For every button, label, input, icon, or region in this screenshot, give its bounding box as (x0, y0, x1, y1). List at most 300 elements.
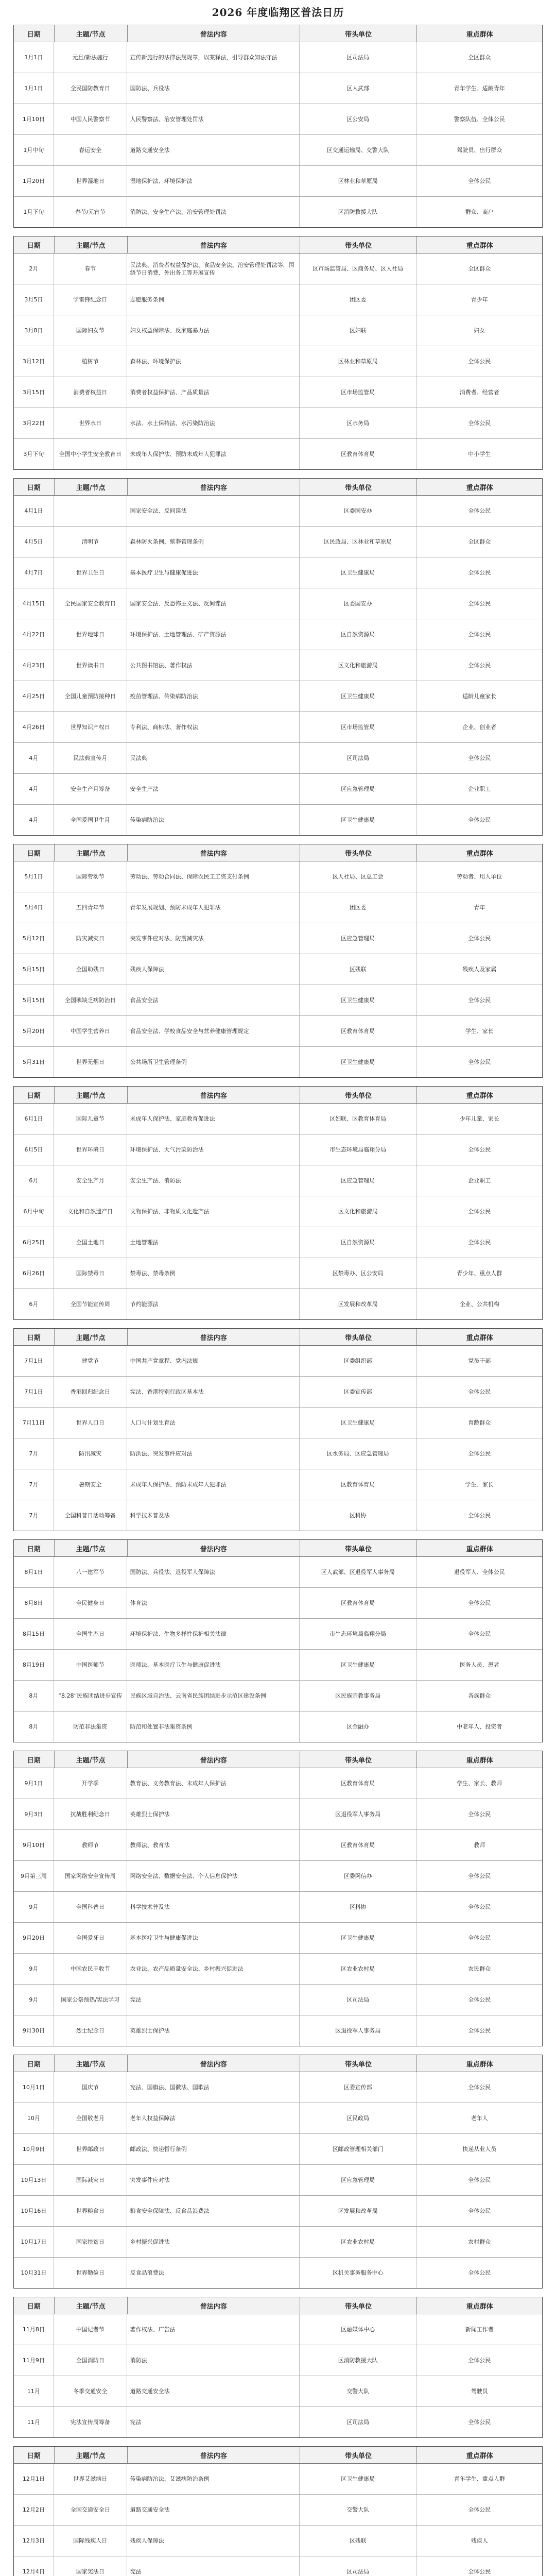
table-row (14, 1134, 542, 1165)
cell-unit: 区委国安办 (300, 496, 417, 526)
cell-content: 安全生产法、消防法 (127, 1165, 300, 1196)
header-date: 日期 (14, 2297, 55, 2314)
table-row (14, 1438, 542, 1469)
cell-group: 全体公民 (468, 817, 491, 823)
cell-content: 道路交通安全法 (127, 135, 300, 165)
cell-content: 国家安全法、反恐怖主义法、反间谍法 (127, 588, 300, 619)
cell-unit: 区残联 (300, 954, 417, 985)
cell-theme: 防范非法集资 (54, 1711, 127, 1742)
table-row (14, 2526, 542, 2556)
cell-group: 全体公民 (468, 1631, 491, 1637)
cell-theme: 建党节 (54, 1346, 127, 1376)
cell-group: 警察队伍、全体公民 (454, 116, 505, 123)
cell-date: 6月26日 (14, 1258, 54, 1289)
table-row (14, 1619, 542, 1650)
cell-group: 全体公民 (468, 2208, 491, 2214)
cell-unit: 区农业农村局 (300, 2227, 417, 2257)
cell-unit: 区退役军人事务局 (300, 1799, 417, 1829)
cell-theme: 全国土地日 (54, 1227, 127, 1258)
cell-date: 4月 (14, 743, 54, 773)
cell-theme: 全民国防教育日 (54, 73, 127, 104)
cell-theme: 国际减灾日 (54, 2165, 127, 2195)
cell-theme: 学雷锋纪念日 (54, 284, 127, 315)
cell-content: 传染病防治法 (127, 805, 300, 835)
cell-date: 7月 (14, 1500, 54, 1531)
header-group: 重点群体 (466, 484, 493, 492)
cell-content: 志愿服务条例 (127, 284, 300, 315)
cell-date: 5月1日 (14, 861, 54, 892)
cell-date: 4月22日 (14, 619, 54, 650)
cell-content: 人口与计划生育法 (127, 1408, 300, 1438)
cell-theme: 教师节 (54, 1830, 127, 1860)
cell-unit: 区市场监管局、区商务局、区人社局 (300, 253, 417, 284)
cell-unit: 区委网信办 (300, 1861, 417, 1891)
cell-content: 禁毒法、禁毒条例 (127, 1258, 300, 1289)
cell-content: 网络安全法、数据安全法、个人信息保护法 (127, 1861, 300, 1891)
cell-date: 8月8日 (14, 1588, 54, 1618)
header-unit: 带头单位 (300, 2297, 418, 2314)
cell-group: 残疾人及家属 (462, 966, 497, 973)
cell-theme: 全国交通安全日 (54, 2495, 127, 2525)
cell-group: 全体公民 (468, 1388, 491, 1395)
cell-group: 学生、家长 (465, 1028, 494, 1035)
cell-group: 各族群众 (468, 1692, 491, 1699)
cell-unit: 区委宣传部 (300, 1377, 417, 1407)
cell-theme: 世界邮政日 (54, 2134, 127, 2164)
table-row (14, 439, 542, 469)
table-row (14, 588, 542, 619)
cell-theme: 烈士纪念日 (54, 2015, 127, 2046)
cell-content: 邮政法、快递暂行条例 (127, 2134, 300, 2164)
header-unit: 带头单位 (300, 1540, 418, 1556)
cell-theme: 国家公祭预热/宪法学习 (54, 1985, 127, 2015)
cell-date: 8月1日 (14, 1557, 54, 1587)
cell-theme: 中国学生营养日 (54, 1016, 127, 1046)
table-row (14, 1408, 542, 1438)
cell-unit: 区公安局 (300, 104, 417, 134)
cell-content: 未成年人保护法、家庭教育促进法 (127, 1104, 300, 1134)
cell-content: 粮食安全保障法、反食品浪费法 (127, 2196, 300, 2226)
cell-group: 学生、家长 (465, 1481, 494, 1488)
table-row (14, 712, 542, 743)
cell-unit: 区发展和改革局 (300, 1289, 417, 1319)
cell-unit: 区卫生健康局 (300, 805, 417, 835)
cell-group: 企业职工 (468, 1177, 491, 1184)
cell-unit: 区卫生健康局 (300, 985, 417, 1015)
table-row (14, 861, 542, 892)
cell-date: 5月4日 (14, 892, 54, 923)
table-row (14, 1104, 542, 1134)
cell-date: 5月20日 (14, 1016, 54, 1046)
cell-content: 消防法、安全生产法、治安管理处罚法 (127, 197, 300, 227)
table-row (14, 1557, 542, 1588)
cell-theme: 全国爱国卫生月 (54, 805, 127, 835)
cell-group: 全区群众 (468, 265, 491, 272)
cell-content: 安全生产法 (127, 774, 300, 804)
cell-unit: 区人社局、区总工会 (300, 861, 417, 892)
table-row (14, 408, 542, 439)
cell-content: 劳动法、劳动合同法、保障农民工工资支付条例 (127, 861, 300, 892)
cell-group: 妇女 (474, 327, 485, 334)
cell-unit: 区卫生健康局 (300, 557, 417, 588)
cell-group: 全体公民 (468, 935, 491, 942)
cell-theme: 全国科普日活动筹备 (54, 1500, 127, 1531)
cell-unit: 区教育体育局 (300, 1830, 417, 1860)
cell-content: 教育法、义务教育法、未成年人保护法 (127, 1768, 300, 1799)
cell-theme: 全国助残日 (54, 954, 127, 985)
cell-content: 疫苗管理法、传染病防治法 (127, 681, 300, 711)
cell-content: 道路交通安全法 (127, 2376, 300, 2406)
cell-date: 10月17日 (14, 2227, 54, 2257)
cell-unit: 区司法局 (300, 42, 417, 73)
cell-content: 反食品浪费法 (127, 2258, 300, 2288)
table-row (14, 1985, 542, 2015)
table-row (14, 104, 542, 135)
cell-content: 公共图书馆法、著作权法 (127, 650, 300, 681)
header-theme: 主题/节点 (55, 1751, 128, 1768)
cell-date: 7月 (14, 1469, 54, 1500)
table-row (14, 253, 542, 284)
cell-date: 4月 (14, 774, 54, 804)
cell-group: 全体公民 (468, 1996, 491, 2003)
cell-date: 8月 (14, 1681, 54, 1711)
table-row (14, 1469, 542, 1500)
table-row (14, 2407, 542, 2437)
cell-date: 11月8日 (14, 2314, 54, 2345)
cell-content: 英雄烈士保护法 (127, 2015, 300, 2046)
table-header (14, 25, 542, 42)
header-theme: 主题/节点 (55, 2297, 128, 2314)
table-row (14, 1289, 542, 1319)
table-row (14, 892, 542, 923)
cell-group: 消费者、经营者 (459, 389, 499, 396)
cell-theme: 清明节 (54, 527, 127, 557)
table-row (14, 1588, 542, 1619)
cell-content: 残疾人保障法 (127, 954, 300, 985)
table-header (14, 1540, 542, 1557)
table-row (14, 1711, 542, 1742)
cell-group: 教师 (474, 1842, 485, 1849)
header-content: 普法内容 (128, 1751, 300, 1768)
cell-date: 11月9日 (14, 2345, 54, 2376)
cell-content: 未成年人保护法、预防未成年人犯罪法 (127, 1469, 300, 1500)
cell-unit: 区卫生健康局 (300, 2464, 417, 2494)
cell-theme: 国家宪法日 (54, 2556, 127, 2576)
header-unit: 带头单位 (300, 25, 418, 42)
cell-date: 1月下旬 (14, 197, 54, 227)
cell-group: 全体公民 (468, 178, 491, 184)
cell-group: 医务人员、患者 (459, 1662, 499, 1668)
cell-group: 全体公民 (468, 600, 491, 607)
cell-content: 水法、水土保持法、水污染防治法 (127, 408, 300, 438)
cell-group: 青少年 (471, 296, 488, 303)
table-row (14, 135, 542, 166)
cell-group: 全体公民 (468, 2419, 491, 2426)
table-header (14, 1329, 542, 1346)
cell-date: 7月11日 (14, 1408, 54, 1438)
header-date: 日期 (14, 1329, 55, 1345)
cell-content: 文物保护法、非物质文化遗产法 (127, 1196, 300, 1227)
cell-group: 全体公民 (468, 569, 491, 576)
header-date: 日期 (14, 2447, 55, 2463)
cell-group: 全体公民 (468, 1904, 491, 1910)
table-row (14, 1650, 542, 1681)
cell-content: 科学技术普及法 (127, 1892, 300, 1922)
cell-content: 公共场所卫生管理条例 (127, 1047, 300, 1077)
cell-date: 1月1日 (14, 73, 54, 104)
table-row (14, 2495, 542, 2526)
cell-content: 国家安全法、反间谍法 (127, 496, 300, 526)
cell-theme: 防汛减灾 (54, 1438, 127, 1469)
cell-unit: 区人武部、区退役军人事务局 (300, 1557, 417, 1587)
header-group: 重点群体 (466, 1334, 493, 1342)
header-content: 普法内容 (128, 2055, 300, 2072)
cell-content: 人民警察法、治安管理处罚法 (127, 104, 300, 134)
cell-unit: 区科协 (300, 1500, 417, 1531)
cell-date: 12月3日 (14, 2526, 54, 2556)
cell-date: 10月16日 (14, 2196, 54, 2226)
header-unit: 带头单位 (300, 2055, 418, 2072)
cell-content: 环境保护法、土地管理法、矿产资源法 (127, 619, 300, 650)
cell-theme (54, 496, 127, 526)
cell-date: 1月10日 (14, 104, 54, 134)
cell-content: 环境保护法、大气污染防治法 (127, 1134, 300, 1165)
cell-theme: 暑期安全 (54, 1469, 127, 1500)
cell-group: 全体公民 (468, 2568, 491, 2575)
table-row (14, 2196, 542, 2227)
cell-unit: 区教育体育局 (300, 439, 417, 469)
cell-date: 6月中旬 (14, 1196, 54, 1227)
header-group: 重点群体 (466, 1756, 493, 1765)
cell-date: 9月10日 (14, 1830, 54, 1860)
cell-group: 全体公民 (468, 1600, 491, 1606)
header-unit: 带头单位 (300, 1751, 418, 1768)
cell-date: 4月15日 (14, 588, 54, 619)
cell-date: 10月31日 (14, 2258, 54, 2288)
cell-theme: 国际儿童节 (54, 1104, 127, 1134)
table-row (14, 1165, 542, 1196)
table-row (14, 774, 542, 805)
cell-date: 10月1日 (14, 2072, 54, 2103)
cell-content: 森林法、环境保护法 (127, 346, 300, 377)
cell-theme: 文化和自然遗产日 (54, 1196, 127, 1227)
cell-content: 民族区域自治法、云南省民族团结进步示范区建设条例 (127, 1681, 300, 1711)
cell-group: 群众、商户 (465, 209, 494, 215)
cell-content: 著作权法、广告法 (127, 2314, 300, 2345)
cell-theme: 抗战胜利纪念日 (54, 1799, 127, 1829)
cell-group: 全体公民 (468, 2269, 491, 2276)
cell-group: 全体公民 (468, 1146, 491, 1153)
header-date: 日期 (14, 236, 55, 253)
cell-theme: 开学季 (54, 1768, 127, 1799)
header-content: 普法内容 (128, 1329, 300, 1345)
table-row (14, 2227, 542, 2258)
table-row (14, 2345, 542, 2376)
header-date: 日期 (14, 479, 55, 495)
cell-content: 国防法、兵役法、退役军人保障法 (127, 1557, 300, 1587)
cell-date: 10月9日 (14, 2134, 54, 2164)
calendar-section (13, 2297, 543, 2438)
cell-group: 全体公民 (468, 2027, 491, 2034)
table-row (14, 1500, 542, 1531)
cell-content: 宪法、国旗法、国徽法、国歌法 (127, 2072, 300, 2103)
header-unit: 带头单位 (300, 1087, 418, 1103)
cell-theme: 中国记者节 (54, 2314, 127, 2345)
table-header (14, 479, 542, 496)
cell-theme: 世界知识产权日 (54, 712, 127, 742)
cell-date: 7月1日 (14, 1346, 54, 1376)
table-row (14, 743, 542, 774)
table-row (14, 284, 542, 315)
table-row (14, 1196, 542, 1227)
cell-unit: 区文化和旅游局 (300, 650, 417, 681)
cell-unit: 区水务局 (300, 408, 417, 438)
cell-theme: 世界读书日 (54, 650, 127, 681)
table-row (14, 2376, 542, 2407)
cell-unit: 交警大队 (300, 2376, 417, 2406)
cell-unit: 区自然资源局 (300, 619, 417, 650)
cell-theme: 春节/元宵节 (54, 197, 127, 227)
cell-content: 宪法 (127, 1985, 300, 2015)
cell-date: 5月15日 (14, 954, 54, 985)
table-row (14, 73, 542, 104)
cell-theme: 国际禁毒日 (54, 1258, 127, 1289)
cell-unit: 区妇联 (300, 315, 417, 346)
header-theme: 主题/节点 (55, 844, 128, 861)
header-date: 日期 (14, 25, 55, 42)
cell-unit: 区应急管理局 (300, 2165, 417, 2195)
cell-unit: 区退役军人事务局 (300, 2015, 417, 2046)
cell-group: 少年儿童、家长 (459, 1115, 499, 1122)
cell-unit: 区教育体育局 (300, 1588, 417, 1618)
cell-unit: 区消防救援大队 (300, 2345, 417, 2376)
cell-unit: 交警大队 (300, 2495, 417, 2525)
cell-theme: 全国科普日 (54, 1892, 127, 1922)
cell-date: 1月1日 (14, 42, 54, 73)
cell-theme: 中国人民警察节 (54, 104, 127, 134)
cell-theme: 世界艾滋病日 (54, 2464, 127, 2494)
cell-group: 全体公民 (468, 2084, 491, 2091)
calendar-section (13, 1539, 543, 1742)
table-row (14, 315, 542, 346)
cell-date: 5月15日 (14, 985, 54, 1015)
cell-group: 学生、家长、教师 (457, 1780, 502, 1787)
cell-date: 8月15日 (14, 1619, 54, 1649)
cell-theme: 全国消防日 (54, 2345, 127, 2376)
header-content: 普法内容 (128, 479, 300, 495)
cell-content: 食品安全法 (127, 985, 300, 1015)
cell-unit: 区司法局 (300, 1985, 417, 2015)
cell-unit: 区应急管理局 (300, 1165, 417, 1196)
calendar-section (13, 2055, 543, 2289)
header-unit: 带头单位 (300, 1329, 418, 1345)
cell-content: 突发事件应对法 (127, 2165, 300, 2195)
cell-date: 1月中旬 (14, 135, 54, 165)
table-row (14, 1892, 542, 1923)
cell-theme: 世界水日 (54, 408, 127, 438)
header-group: 重点群体 (466, 30, 493, 39)
cell-group: 驾驶员、出行群众 (457, 147, 502, 154)
cell-unit: 团区委 (300, 284, 417, 315)
cell-unit: 区委国安办 (300, 588, 417, 619)
cell-group: 企业职工 (468, 786, 491, 792)
cell-unit: 区妇联、区教育体育局 (300, 1104, 417, 1134)
cell-date: 3月15日 (14, 377, 54, 408)
table-row (14, 1861, 542, 1892)
header-theme: 主题/节点 (55, 236, 128, 253)
cell-date: 9月 (14, 1985, 54, 2015)
calendar-section (13, 1086, 543, 1320)
table-row (14, 805, 542, 835)
header-content: 普法内容 (128, 1540, 300, 1556)
cell-date: 4月26日 (14, 712, 54, 742)
header-content: 普法内容 (128, 844, 300, 861)
calendar-section (13, 478, 543, 836)
cell-group: 全体公民 (468, 1059, 491, 1065)
cell-unit: 区农业农村局 (300, 1954, 417, 1984)
header-unit: 带头单位 (300, 844, 418, 861)
cell-content: 突发事件应对法、防震减灾法 (127, 923, 300, 954)
cell-content: 传染病防治法、艾滋病防治条例 (127, 2464, 300, 2494)
cell-theme: 春运安全 (54, 135, 127, 165)
cell-group: 青年学生、重点人群 (454, 2476, 505, 2482)
cell-date: 9月3日 (14, 1799, 54, 1829)
cell-date: 9月30日 (14, 2015, 54, 2046)
cell-content: 基本医疗卫生与健康促进法 (127, 1923, 300, 1953)
cell-content: 民法典 (127, 743, 300, 773)
cell-content: 防范和处置非法集资条例 (127, 1711, 300, 1742)
header-group: 重点群体 (466, 2452, 493, 2460)
table-row (14, 1016, 542, 1047)
cell-theme: 香港回归纪念日 (54, 1377, 127, 1407)
cell-theme: 国际劳动节 (54, 861, 127, 892)
cell-group: 全体公民 (468, 1512, 491, 1519)
header-content: 普法内容 (128, 2297, 300, 2314)
table-row (14, 681, 542, 712)
table-row (14, 1830, 542, 1861)
cell-content: 防洪法、突发事件应对法 (127, 1438, 300, 1469)
cell-theme: 世界勤俭日 (54, 2258, 127, 2288)
cell-group: 全体公民 (468, 2506, 491, 2513)
cell-content: 妇女权益保障法、反家庭暴力法 (127, 315, 300, 346)
cell-date: 9月 (14, 1954, 54, 1984)
cell-date: 6月 (14, 1165, 54, 1196)
cell-group: 全体公民 (468, 1935, 491, 1941)
header-theme: 主题/节点 (55, 25, 128, 42)
cell-group: 党员干部 (468, 1358, 491, 1364)
cell-content: 消防法 (127, 2345, 300, 2376)
cell-date: 11月 (14, 2407, 54, 2437)
header-theme: 主题/节点 (55, 1329, 128, 1345)
cell-theme: 民法典宣传月 (54, 743, 127, 773)
cell-date: 4月5日 (14, 527, 54, 557)
table-header (14, 236, 542, 253)
cell-theme: 世界地球日 (54, 619, 127, 650)
table-row (14, 2165, 542, 2196)
cell-group: 青年 (474, 904, 485, 911)
header-group: 重点群体 (466, 1545, 493, 1553)
cell-theme: 全民国家安全教育日 (54, 588, 127, 619)
table-header (14, 2447, 542, 2464)
cell-unit: 区科协 (300, 1892, 417, 1922)
cell-unit: 区林业和草原局 (300, 346, 417, 377)
header-theme: 主题/节点 (55, 2055, 128, 2072)
cell-group: 农民群众 (468, 1965, 491, 1972)
cell-date: 6月1日 (14, 1104, 54, 1134)
table-row (14, 1768, 542, 1799)
cell-unit: 区应急管理局 (300, 923, 417, 954)
cell-content: 湿地保护法、环境保护法 (127, 166, 300, 196)
